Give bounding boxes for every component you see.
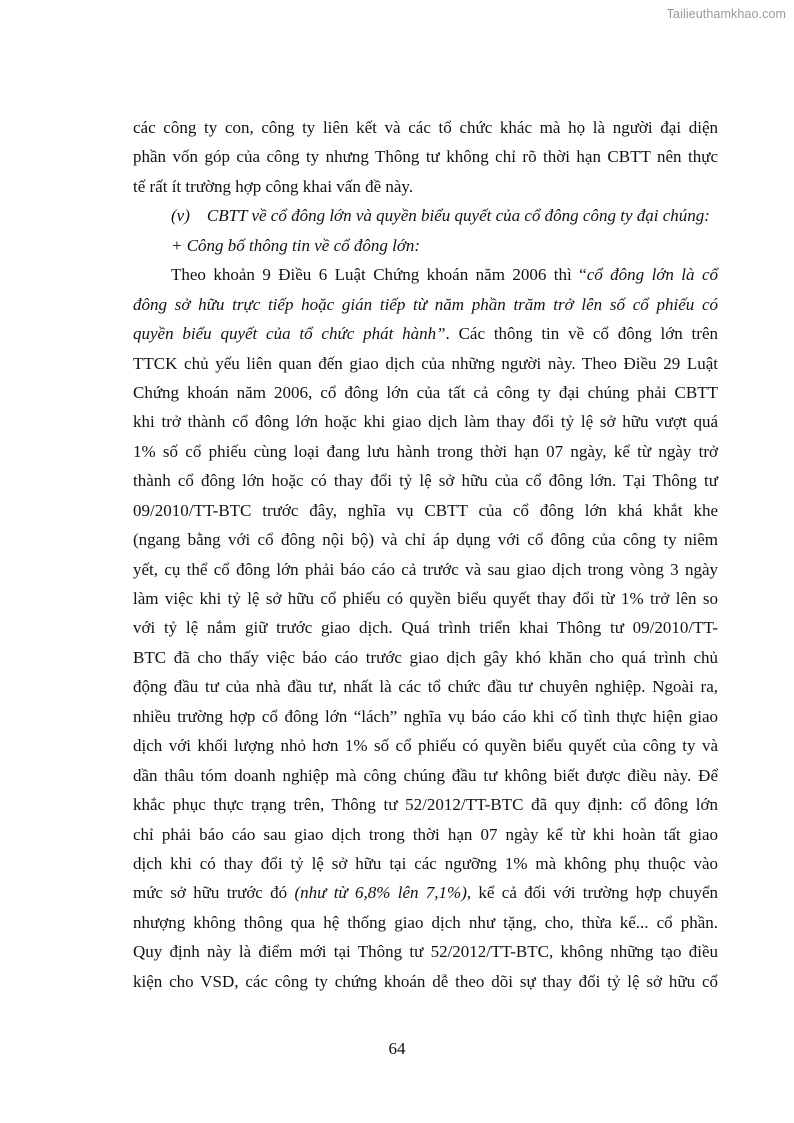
subsection-heading: + Công bố thông tin về cổ đông lớn: [171, 235, 421, 255]
text-line: 1% số cổ phiếu cùng loại đang lưu hành trong thời hạn 07 ngày, kể từ ngày trở [133, 441, 718, 461]
text-line: làm việc khi tỷ lệ sở hữu cổ phiếu có quyền biểu quyết thay đổi từ 1% trở lên so [133, 589, 718, 608]
text-line: mức sở hữu trước đó (như từ 6,8% lên 7,1%), kể cả đối với trường hợp chuyển [133, 883, 718, 903]
text-line: khắc phục thực trạng trên, Thông tư 52/2012/TT-BTC đã quy định: cổ đông lớn [133, 795, 718, 815]
text-line: thành cổ đông lớn hoặc có thay đổi tỷ lệ sở hữu của cổ đông lớn. Tại Thông tư [133, 471, 718, 491]
page-number: 64 [388, 1039, 406, 1058]
text-line: dịch khi có thay đổi tỷ lệ sở hữu tại các ngưỡng 1% mà không phụ thuộc vào [133, 853, 718, 873]
text-line: chỉ phải báo cáo sau giao dịch trong thời hạn 07 ngày kể từ khi hoàn tất giao [133, 824, 718, 844]
text-line: đông sở hữu trực tiếp hoặc gián tiếp từ năm phần trăm trở lên số cổ phiếu có [133, 294, 718, 314]
text-line: (ngang bằng với cổ đông nội bộ) và chỉ áp dụng với cổ đông của công ty niêm [133, 530, 718, 550]
document-body [133, 113, 718, 996]
text-line: nhượng không thông qua hệ thống giao dịch như tặng, cho, thừa kế... cổ phần. [133, 912, 718, 932]
text-line: nhiều trường hợp cổ đông lớn “lách” nghĩa vụ báo cáo khi cố tình thực hiện giao [133, 706, 718, 726]
text-line: động đầu tư của nhà đầu tư, nhất là các tổ chức đầu tư chuyên nghiệp. Ngoài ra, [133, 677, 718, 697]
section-heading: (v) CBTT về cổ đông lớn và quyền biểu quyết của cổ đông công ty đại chúng: [171, 206, 710, 226]
text-line: yết, cụ thể cổ đông lớn phải báo cáo cả trước và sau giao dịch trong vòng 3 ngày [133, 559, 718, 579]
text-line: phần vốn góp của công ty nhưng Thông tư không chỉ rõ thời hạn CBTT nên thực [133, 147, 718, 167]
text-line: Theo khoản 9 Điều 6 Luật Chứng khoán năm 2006 thì “cổ đông lớn là cổ [171, 265, 718, 285]
text-line: dịch với khối lượng nhỏ hơn 1% số cổ phiếu có quyền biểu quyết của công ty và [133, 736, 718, 756]
text-line: BTC đã cho thấy việc báo cáo trước giao dịch gây khó khăn cho quá trình chủ [133, 647, 718, 667]
text-line: 09/2010/TT-BTC trước đây, nghĩa vụ CBTT của cổ đông lớn khá khắt khe [133, 500, 718, 520]
text-line: kiện cho VSD, các công ty chứng khoán dễ theo dõi sự thay đổi tỷ lệ sở hữu cổ [133, 971, 718, 991]
text-line: với tỷ lệ nắm giữ trước giao dịch. Quá trình triển khai Thông tư 09/2010/TT- [133, 618, 718, 638]
text-line: tế rất ít trường hợp công khai vấn đề này. [133, 176, 414, 196]
text-line: Chứng khoán năm 2006, cổ đông lớn của tất cả công ty đại chúng phải CBTT [133, 382, 718, 402]
text-line: các công ty con, công ty liên kết và các tổ chức khác mà họ là người đại diện [133, 118, 718, 137]
text-line: Quy định này là điểm mới tại Thông tư 52/2012/TT-BTC, không những tạo điều [133, 942, 718, 962]
text-line: quyền biểu quyết của tổ chức phát hành”. Các thông tin về cổ đông lớn trên [133, 324, 718, 344]
text-line: khi trở thành cổ đông lớn hoặc khi giao dịch làm thay đổi tỷ lệ sở hữu vượt quá [133, 412, 718, 432]
watermark: Tailieuthamkhao.com [666, 7, 786, 21]
text-line: dần thâu tóm doanh nghiệp mà công chúng đầu tư không biết được điều này. Để [133, 765, 718, 785]
text-line: TTCK chủ yếu liên quan đến giao dịch của những người này. Theo Điều 29 Luật [133, 353, 718, 373]
